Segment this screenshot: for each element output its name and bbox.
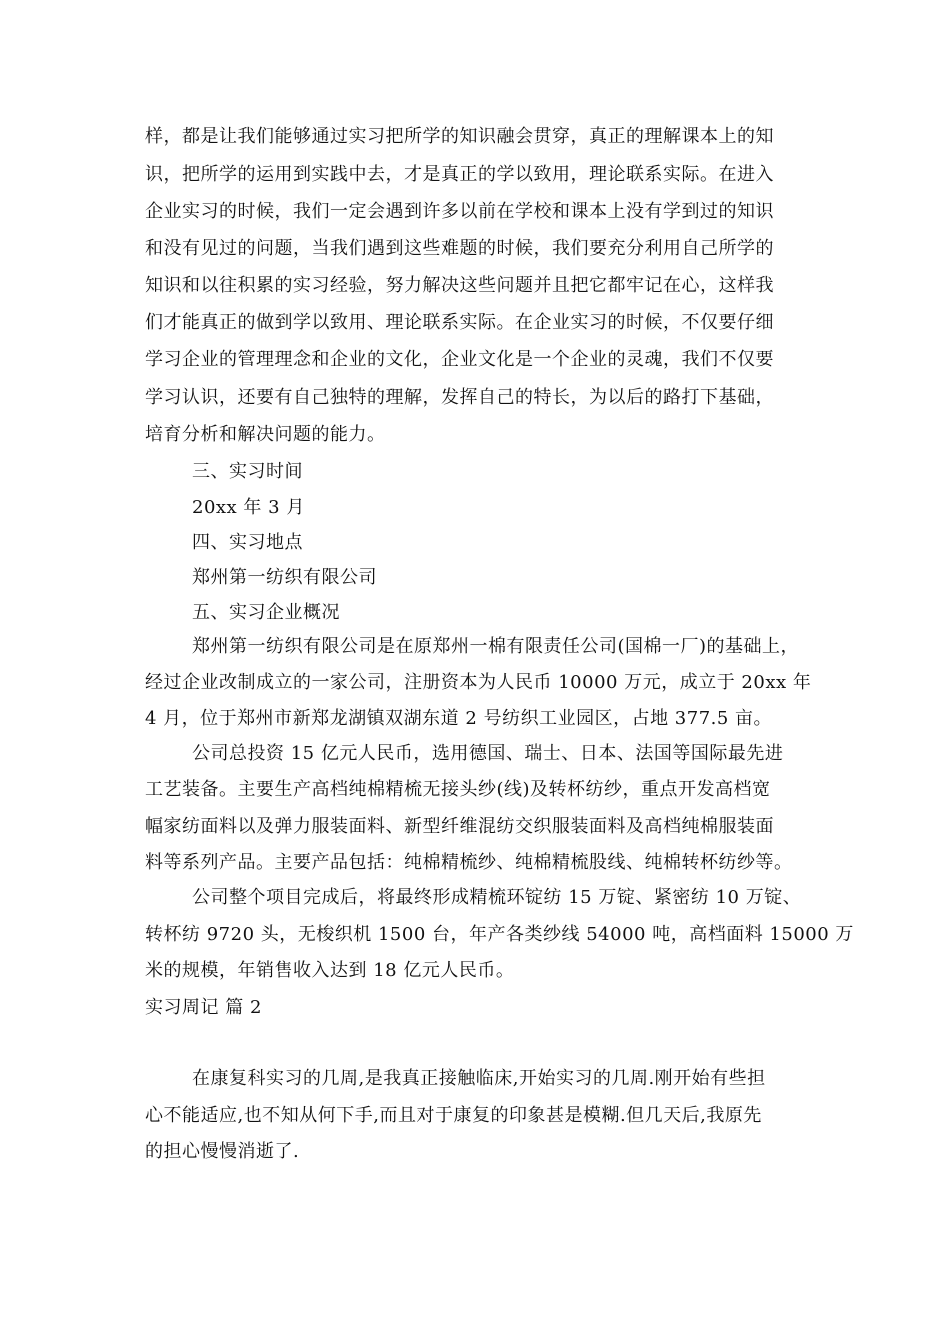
paragraph-line: 经过企业改制成立的一家公司，注册资本为人民币 10000 万元，成立于 20xx 年	[145, 672, 812, 693]
paragraph-line: 公司总投资 15 亿元人民币，选用德国、瑞士、日本、法国等国际最先进	[192, 743, 784, 764]
paragraph-line: 学习认识，还要有自己独特的理解，发挥自己的特长，为以后的路打下基础，	[145, 387, 774, 408]
heading-internship-place: 四、实习地点	[192, 532, 303, 553]
paragraph-line: 转杯纺 9720 头，无梭织机 1500 台，年产各类纱线 54000 吨，高档面料 15000 万	[145, 924, 854, 945]
paragraph-line: 学习企业的管理理念和企业的文化，企业文化是一个企业的灵魂，我们不仅要	[145, 349, 774, 370]
internship-place-value: 郑州第一纺织有限公司	[192, 567, 377, 588]
paragraph-line: 培育分析和解决问题的能力。	[145, 424, 386, 445]
paragraph-line: 知识和以往积累的实习经验，努力解决这些问题并且把它都牢记在心，这样我	[145, 275, 774, 296]
paragraph-line: 郑州第一纺织有限公司是在原郑州一棉有限责任公司(国棉一厂)的基础上，	[192, 636, 800, 657]
paragraph-line: 们才能真正的做到学以致用、理论联系实际。在企业实习的时候，不仅要仔细	[145, 312, 774, 333]
paragraph-line: 识，把所学的运用到实践中去，才是真正的学以致用，理论联系实际。在进入	[145, 164, 774, 185]
paragraph-line: 在康复科实习的几周,是我真正接触临床,开始实习的几周.刚开始有些担	[192, 1068, 766, 1089]
paragraph-line: 工艺装备。主要生产高档纯棉精梳无接头纱(线)及转杯纺纱，重点开发高档宽	[145, 779, 771, 800]
paragraph-line: 心不能适应,也不知从何下手,而且对于康复的印象甚是模糊.但几天后,我原先	[145, 1105, 762, 1126]
paragraph-line: 和没有见过的问题，当我们遇到这些难题的时候，我们要充分利用自己所学的	[145, 238, 774, 259]
paragraph-line: 样，都是让我们能够通过实习把所学的知识融会贯穿，真正的理解课本上的知	[145, 126, 774, 147]
paragraph-line: 米的规模，年销售收入达到 18 亿元人民币。	[145, 960, 515, 981]
paragraph-line: 的担心慢慢消逝了.	[145, 1141, 300, 1162]
heading-company-overview: 五、实习企业概况	[192, 602, 340, 623]
paragraph-line: 企业实习的时候，我们一定会遇到许多以前在学校和课本上没有学到过的知识	[145, 201, 774, 222]
paragraph-line: 4 月，位于郑州市新郑龙湖镇双湖东道 2 号纺织工业园区，占地 377.5 亩。	[145, 708, 773, 729]
paragraph-line: 料等系列产品。主要产品包括：纯棉精梳纱、纯棉精梳股线、纯棉转杯纺纱等。	[145, 852, 793, 873]
section-title: 实习周记 篇 2	[145, 997, 262, 1018]
paragraph-line: 公司整个项目完成后，将最终形成精梳环锭纺 15 万锭、紧密纺 10 万锭、	[192, 887, 802, 908]
heading-internship-time: 三、实习时间	[192, 461, 303, 482]
internship-time-value: 20xx 年 3 月	[192, 497, 305, 518]
paragraph-line: 幅家纺面料以及弹力服装面料、新型纤维混纺交织服装面料及高档纯棉服装面	[145, 816, 774, 837]
